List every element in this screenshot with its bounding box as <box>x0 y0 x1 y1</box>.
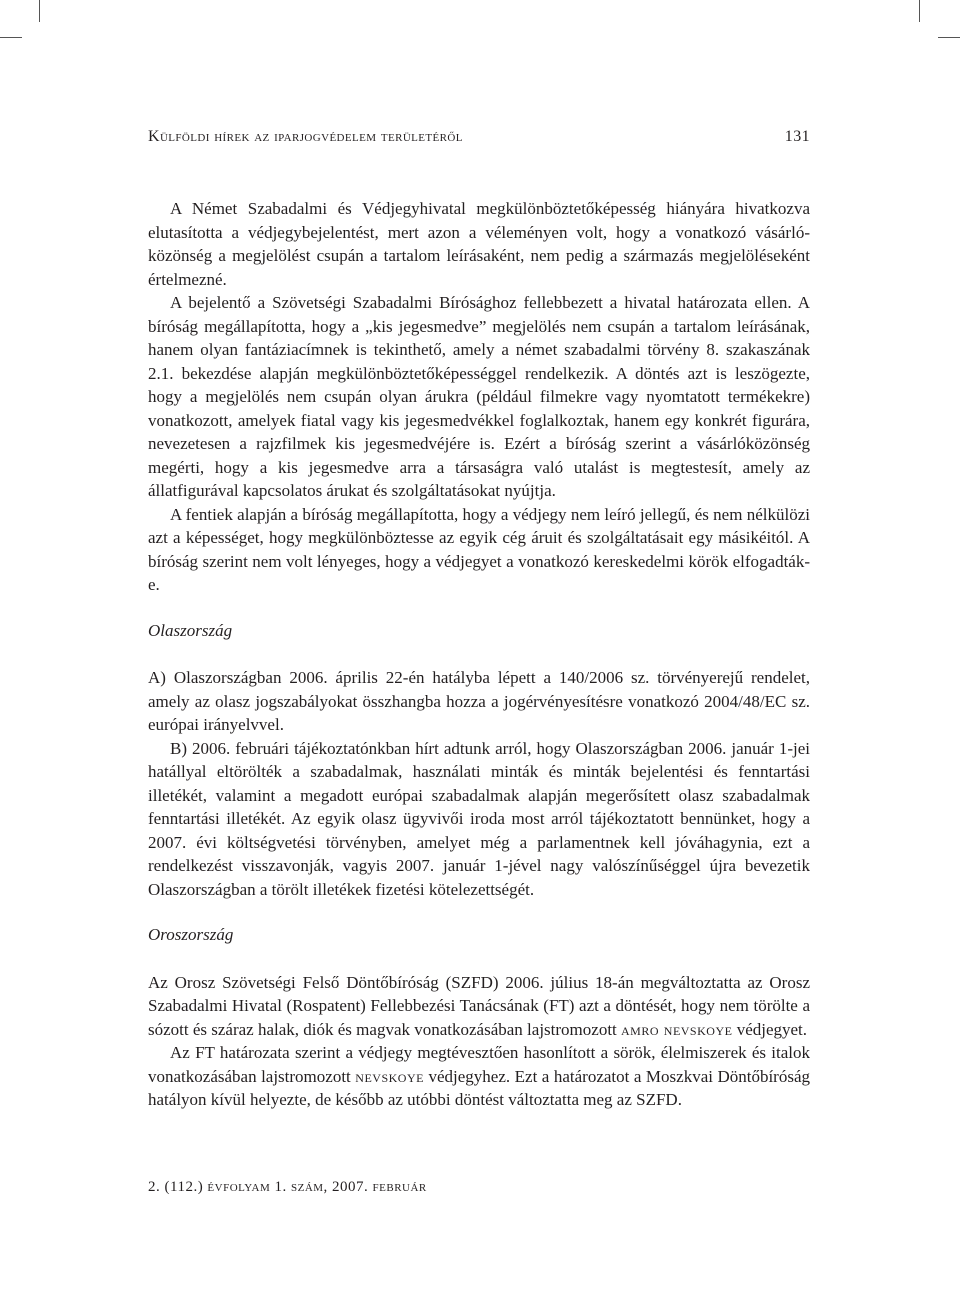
section-heading-italy: Olaszország <box>148 620 233 640</box>
item-label-b: B) <box>170 738 187 758</box>
item-text-a: Olaszországban 2006. április 22-én hatályba lépett a 140/2006 sz. törvényerejű rendelet, amely az olasz jogszabályokat összhangba hozza a jogérvényesítésre vonatkozó 2004/48/EC sz. európai irányelvvel. <box>148 668 810 734</box>
item-text-b: 2006. februári tájékoztatónkban hírt adtunk arról, hogy Olaszországban 2006. január 1-jei hatállyal eltörölték a szabadalmak, használati minták és minták bejelentési és fenntartási illetékét, valamint a megadott európai szabadalmak alapján megerősített olasz szabadalmak fenntartási illetékét. Az egyik olasz ügyvivői iroda most arról tájékoztatott bennünket, hogy a 2007. évi költségvetési törvényben, amelyet még a parlamentnek kell jóváhagynia, ezt a rendelkezést visszavonják, vagyis 2007. január 1-jével nagy valószínűséggel újra bevezetik Olaszországban a törölt illetékek fizetési kötelezettségét. <box>148 738 810 899</box>
section-heading-russia: Oroszország <box>148 925 234 944</box>
crop-mark <box>39 0 40 22</box>
text-run: Az Orosz Szövetségi Felső Döntőbíróság (SZFD) 2006. július 18-án megváltoztatta az Orosz Szabadalmi Hivatal (Rospatent) Fellebbezési Tanácsának (FT) azt a döntését, hogy nem törölte a sózott és száraz halak, diók és magvak vonatkozásában lajstromozott <box>148 972 810 1039</box>
header-title: Külföldi hírek az iparjogvédelem területéről <box>148 128 463 145</box>
crop-mark <box>0 37 22 38</box>
page-number: 131 <box>784 128 810 145</box>
text-run: védjegyhez. Ezt a határozatot a Moszkvai Döntőbíróság hatályon kívül helyezte, de később az utóbbi döntést változtatta meg az SZFD. <box>148 1066 811 1109</box>
trademark-name: amro nevskoye <box>621 1019 733 1039</box>
italy-item-a <box>148 666 810 737</box>
crop-mark <box>938 37 960 38</box>
text-run: védjegyet. <box>736 1019 808 1039</box>
crop-mark <box>919 0 920 22</box>
paragraph: A fentiek alapján a bíróság megállapította, hogy a védjegy nem leíró jellegű, és nem nélkülözi azt a képességet, hogy megkülönböztesse az egyik cég áruit és szolgáltatásait egy másikéitól. A bíróság szerint nem volt lényeges, hogy a védjegyet a vonatkozó kereskedelmi körök elfogadták-e. <box>148 504 810 594</box>
paragraph: A Német Szabadalmi és Védjegyhivatal megkülönböztetőképesség hiányára hivatkozva elutasította a védjegybejelentést, mert azon a véleményen volt, hogy a vonatkozó vásárlóközönség a megjelölést csupán a tartalom leírásaként, nem pedig a származás megjelöléseként értelmezné. <box>148 199 810 289</box>
russia-paragraph-2 <box>148 1041 810 1112</box>
footer-issue: 2. (112.) évfolyam 1. szám, 2007. február <box>148 1179 427 1195</box>
item-label-a: A) <box>148 668 166 687</box>
article-body <box>148 197 810 1112</box>
paragraph: A bejelentő a Szövetségi Szabadalmi Bírósághoz fellebbezett a hivatal határozata ellen. A bíróság megállapította, hogy a „kis jegesmedve” megjelölés nem csupán a tartalom leírásának, hanem olyan fantáziacímnek is tekinthető, amely a német szabadalmi törvény 8. szakaszának 2.1. bekezdése alapján megkülönböztetőképességgel rendelkezik. A döntés azt is leszögezte, hogy a megjelölés nem csupán olyan árukra (például filmekre vagy nyomtatott termékekre) vonatkozott, amelyek fiatal vagy kis jegesmedvékkel foglalkoztak, hanem egy konkrét figurára, nevezetesen a rajzfilmek kis jegesmedvéjére is. Ezért a bíróság szerint a vásárlóközönség megérti, hogy a kis jegesmedve arra a társaságra való utalást is megtestesít, amely az állatfigurával kapcsolatos árukat és szolgáltatásokat nyújtja. <box>148 293 810 500</box>
italy-item-b <box>148 737 810 902</box>
russia-paragraph-1 <box>148 971 810 1042</box>
text-run: Az FT határozata szerint a védjegy megtévesztően hasonlított a sörök, élelmiszerek és italok vonatkozásában lajstromozott <box>148 1043 810 1086</box>
trademark-name: nevskoye <box>355 1066 424 1086</box>
